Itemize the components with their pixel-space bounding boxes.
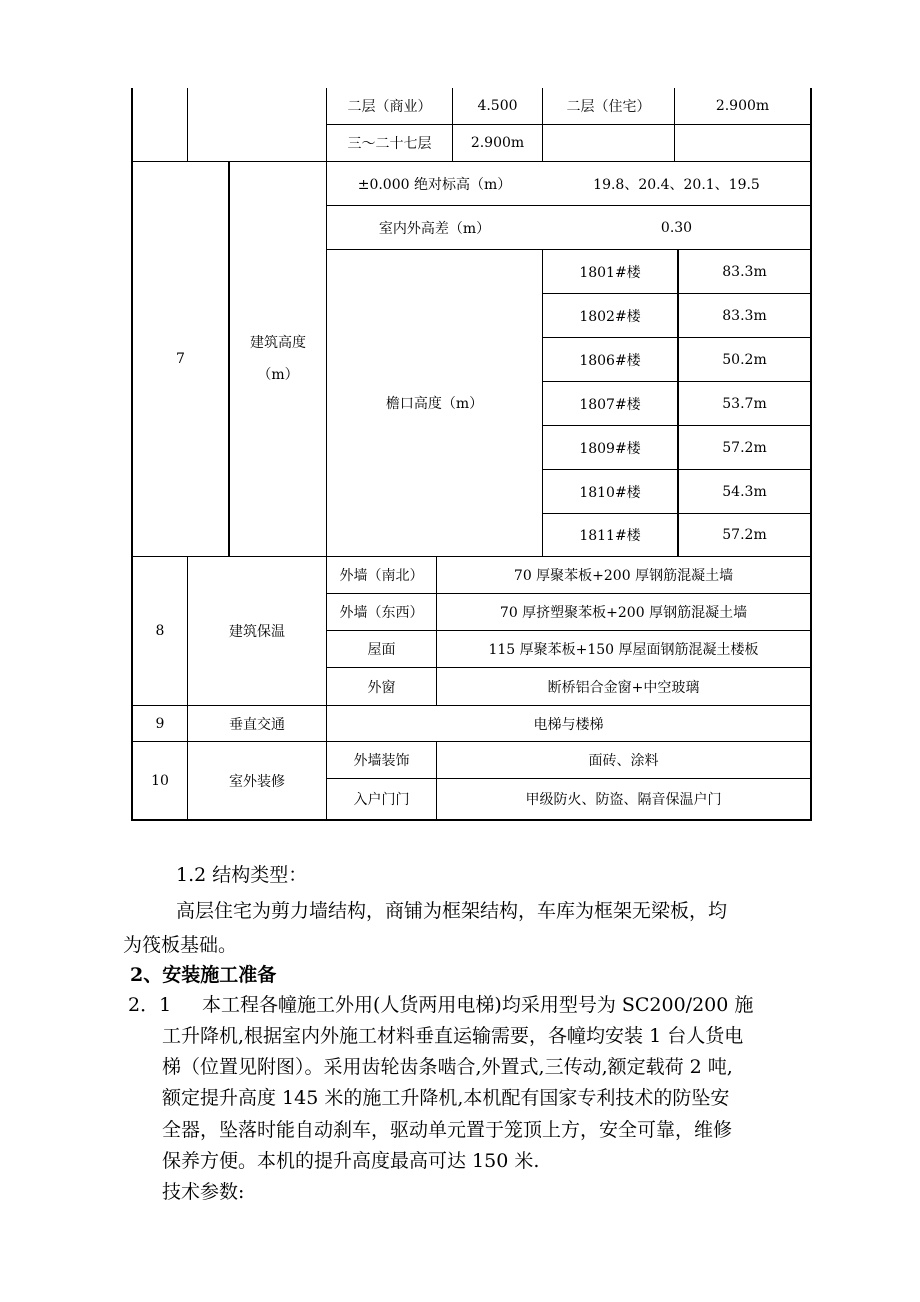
- building-height: 57.2m: [722, 439, 767, 456]
- floor-label-residential: 二层（住宅）: [566, 99, 651, 115]
- row8-item: 建筑保温: [229, 624, 285, 640]
- building-name: 1807#楼: [579, 396, 641, 413]
- row9-item: 垂直交通: [229, 716, 285, 733]
- building-height: 54.3m: [722, 483, 767, 500]
- section-2-1-line: 额定提升高度 145 米的施工升降机,本机配有国家专利技术的防坠安: [162, 1087, 730, 1109]
- insulation-value: 115 厚聚苯板+150 厚屋面钢筋混凝土楼板: [488, 642, 759, 658]
- table-border-bottom: [131, 819, 812, 821]
- elevation-value: 19.8、20.4、20.1、19.5: [593, 176, 760, 193]
- insulation-value: 70 厚挤塑聚苯板+200 厚钢筋混凝土墙: [499, 605, 748, 621]
- row7-item-line1: 建筑高度: [250, 335, 306, 351]
- building-name: 1811#楼: [579, 528, 641, 544]
- building-name: 1809#楼: [579, 440, 641, 457]
- building-height: 53.7m: [722, 395, 767, 412]
- floor-label-upper: 三～二十七层: [347, 136, 432, 152]
- section-2-heading: 2、安装施工准备: [130, 964, 277, 986]
- finish-label: 外墙装饰: [353, 753, 410, 769]
- insulation-value: 70 厚聚苯板+200 厚钢筋混凝土墙: [513, 568, 734, 584]
- building-name: 1810#楼: [579, 484, 641, 501]
- row9-value: 电梯与楼梯: [533, 716, 604, 733]
- building-name: 1802#楼: [579, 308, 641, 325]
- elevation-label: ±0.000 绝对标高（m）: [357, 176, 512, 193]
- section-2-1-line: 本工程各幢施工外用(人货两用电梯)均采用型号为 SC200/200 施: [202, 994, 754, 1016]
- building-height: 50.2m: [722, 351, 767, 368]
- height-diff-value: 0.30: [660, 219, 693, 236]
- finish-label: 入户门门: [353, 792, 410, 808]
- grid-line: [187, 88, 188, 162]
- insulation-label: 外窗: [367, 679, 396, 696]
- floor-value-residential: 2.900m: [715, 98, 770, 114]
- insulation-label: 屋面: [367, 642, 396, 658]
- section-2-1-line: 全器，坠落时能自动刹车，驱动单元置于笼顶上方，安全可靠，维修: [162, 1119, 733, 1141]
- finish-value: 面砖、涂料: [588, 753, 659, 769]
- section-2-1-number: 2．1: [128, 994, 172, 1016]
- row9-number: 9: [155, 715, 165, 732]
- building-name: 1801#楼: [579, 264, 641, 281]
- section-2-1-line: 工升降机,根据室内外施工材料垂直运输需要，各幢均安装 1 台人货电: [162, 1025, 744, 1047]
- floor-value-commercial: 4.500: [477, 98, 518, 114]
- floor-value-upper: 2.900m: [470, 135, 525, 151]
- section-1-2-line: 为筏板基础。: [123, 934, 238, 956]
- section-1-2-line: 高层住宅为剪力墙结构，商铺为框架结构，车库为框架无梁板，均: [176, 900, 728, 922]
- insulation-label: 外墙（南北）: [339, 568, 424, 584]
- eave-height-label: 檐口高度（m）: [385, 396, 484, 412]
- row7-number: 7: [176, 351, 185, 367]
- section-2-1-line: 梯（位置见附图）。采用齿轮齿条啮合,外置式,三传动,额定载荷 2 吨,: [162, 1056, 733, 1078]
- row10-number: 10: [151, 772, 169, 789]
- table-border-right: [810, 88, 812, 821]
- building-name: 1806#楼: [579, 352, 641, 369]
- tech-params-label: 技术参数:: [162, 1181, 245, 1203]
- building-height: 83.3m: [722, 263, 767, 280]
- section-1-2-heading: 1.2 结构类型：: [176, 864, 308, 886]
- building-height: 57.2m: [722, 527, 767, 543]
- row7-item-line2: （m）: [257, 367, 299, 383]
- building-height: 83.3m: [722, 307, 767, 324]
- insulation-value: 断桥铝合金窗+中空玻璃: [547, 679, 700, 696]
- height-diff-label: 室内外高差（m）: [378, 220, 491, 237]
- section-2-1-line: 保养方便。本机的提升高度最高可达 150 米.: [162, 1150, 540, 1172]
- floor-label-commercial: 二层（商业）: [347, 99, 432, 115]
- row8-number: 8: [155, 623, 165, 639]
- finish-value: 甲级防火、防盗、隔音保温户门: [525, 792, 722, 808]
- row7-item: [230, 162, 326, 556]
- insulation-label: 外墙（东西）: [339, 605, 424, 621]
- row10-item: 室外装修: [229, 773, 285, 790]
